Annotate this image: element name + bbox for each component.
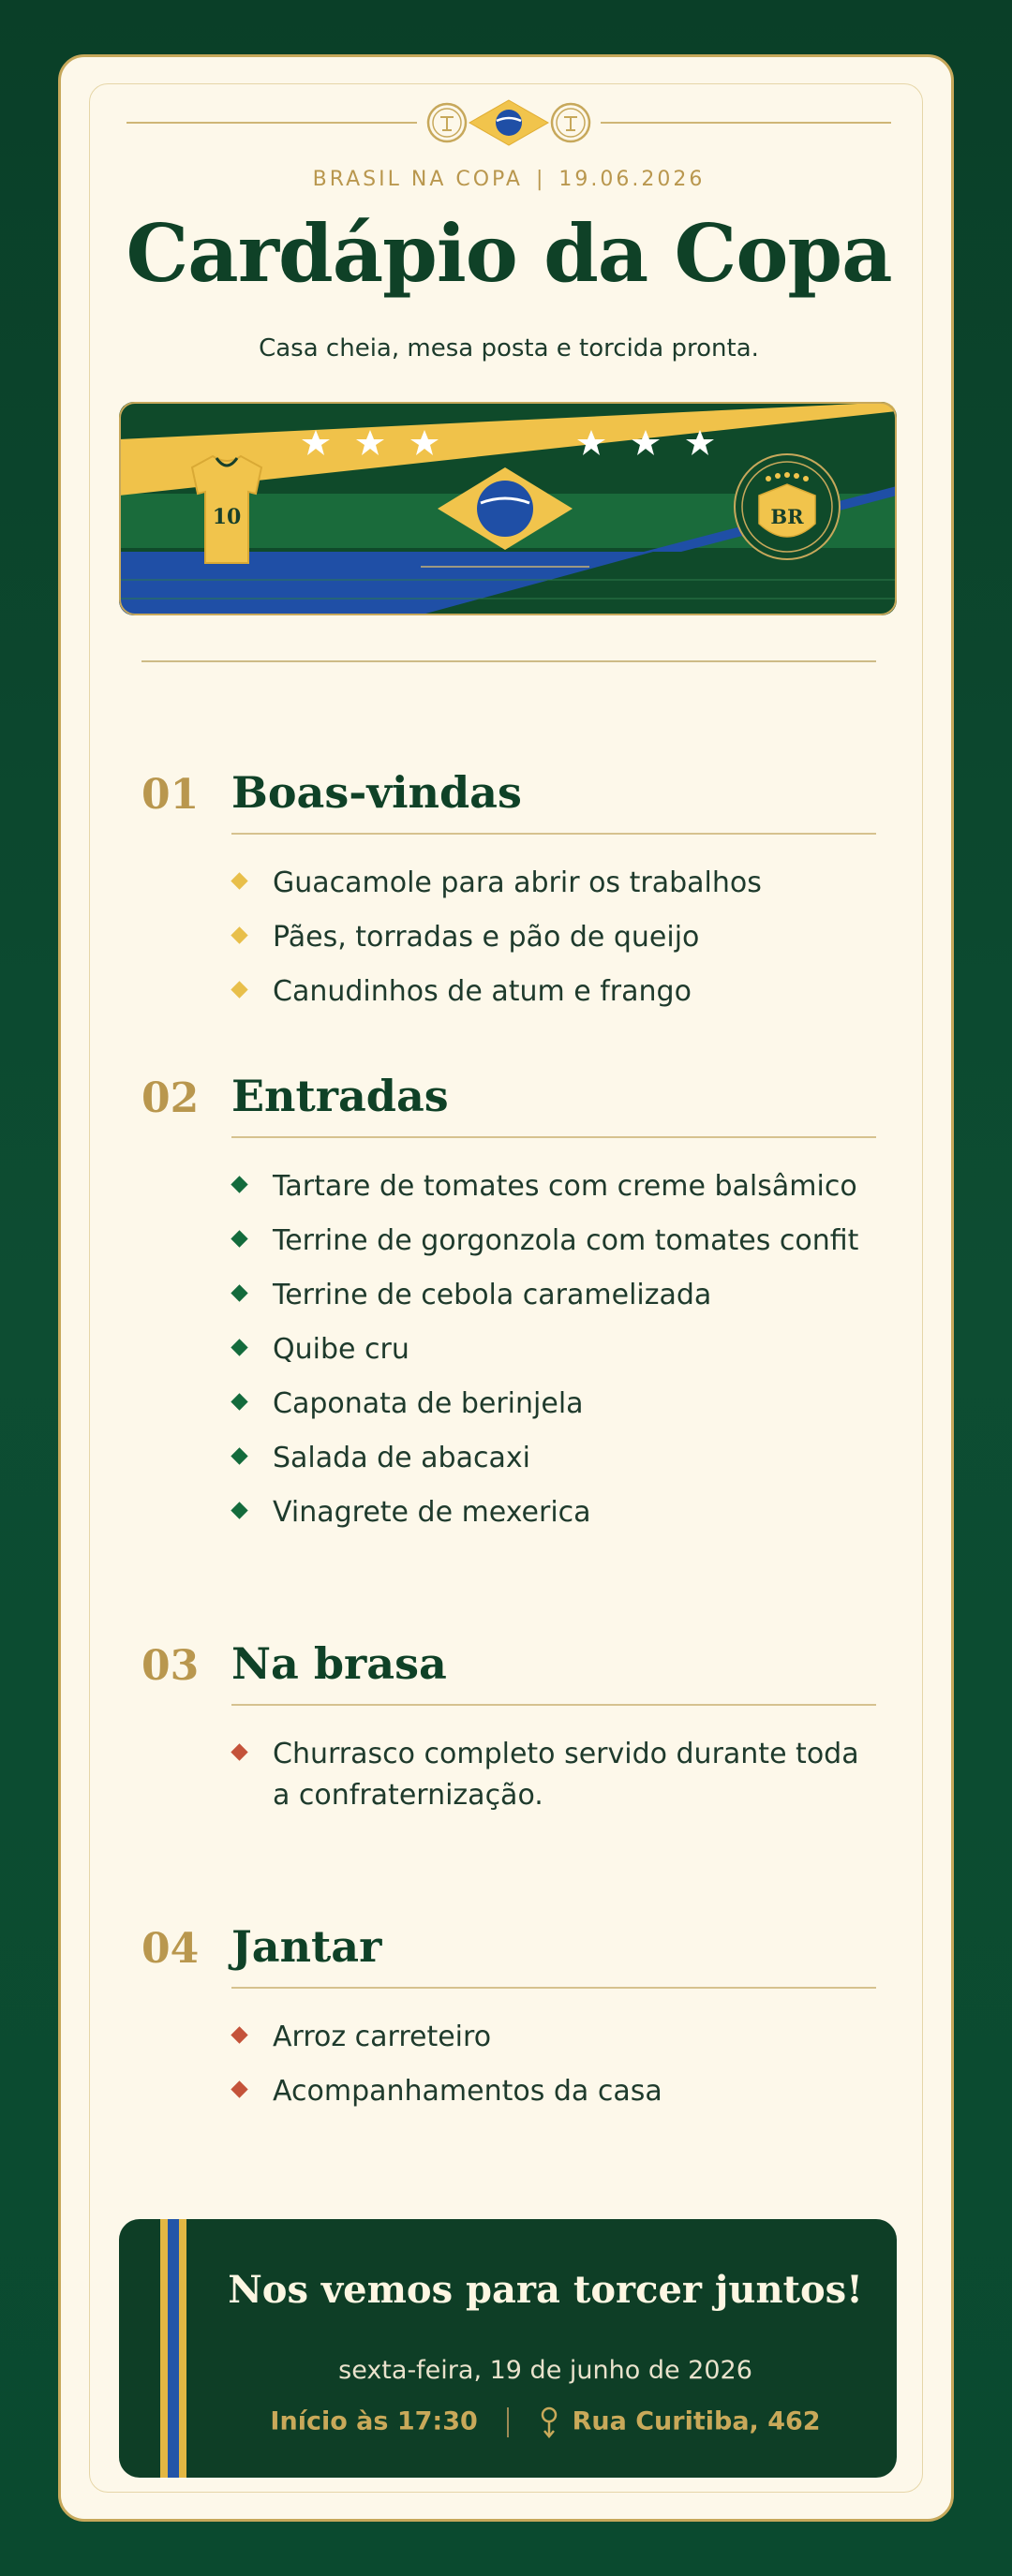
page-subtitle: Casa cheia, mesa posta e torcida pronta. xyxy=(259,334,759,363)
diamond-bullet-icon xyxy=(231,1447,247,1464)
ornament-line-right xyxy=(601,122,891,124)
item-text: Canudinhos de atum e frango xyxy=(273,975,692,1008)
item-text: Guacamole para abrir os trabalhos xyxy=(273,866,762,899)
list-item xyxy=(231,971,876,1013)
section-item-list xyxy=(231,2017,876,2125)
diamond-bullet-icon xyxy=(231,1284,247,1301)
list-item xyxy=(231,1329,876,1370)
section-number: 04 xyxy=(141,1925,200,1973)
diamond-bullet-icon xyxy=(231,1230,247,1247)
top-ornament xyxy=(61,96,957,156)
section-rule xyxy=(231,1136,876,1138)
list-item xyxy=(231,917,876,958)
item-text: Pães, torradas e pão de queijo xyxy=(273,921,700,954)
list-item xyxy=(231,1438,876,1479)
diamond-bullet-icon xyxy=(231,926,247,943)
list-item xyxy=(231,863,876,904)
section-rule xyxy=(231,833,876,835)
item-text: Salada de abacaxi xyxy=(273,1442,530,1474)
list-item xyxy=(231,1384,876,1425)
header-divider xyxy=(141,660,876,662)
section-rule xyxy=(231,1704,876,1706)
diamond-bullet-icon xyxy=(231,2026,247,2043)
list-item xyxy=(231,2017,876,2058)
footer-title: Nos vemos para torcer juntos! xyxy=(228,2268,863,2312)
address: Rua Curitiba, 462 xyxy=(572,2406,821,2436)
footer-stripe xyxy=(160,2219,186,2478)
kicker-date: 19.06.2026 xyxy=(558,168,706,191)
diamond-bullet-icon xyxy=(231,1502,247,1518)
section-item-list xyxy=(231,1166,876,1547)
diamond-bullet-icon xyxy=(231,1743,247,1760)
item-text: Arroz carreteiro xyxy=(273,2021,492,2053)
list-item xyxy=(231,1492,876,1533)
item-text: Caponata de berinjela xyxy=(273,1387,584,1420)
location-pin-icon xyxy=(539,2406,559,2438)
list-item xyxy=(231,1166,876,1207)
footer-date: sexta-feira, 19 de junho de 2026 xyxy=(338,2356,752,2385)
jersey-number: 10 xyxy=(212,505,242,529)
page-title: Cardápio da Copa xyxy=(126,207,892,300)
section-number: 03 xyxy=(141,1642,200,1690)
ornament-line-left xyxy=(126,122,417,124)
item-text: Terrine de gorgonzola com tomates confit xyxy=(273,1224,859,1257)
kicker-separator: | xyxy=(535,168,546,191)
item-text: Churrasco completo servido durante toda a confraternização. xyxy=(273,1738,859,1812)
list-item xyxy=(231,2071,876,2112)
diamond-bullet-icon xyxy=(231,872,247,889)
diamond-bullet-icon xyxy=(231,981,247,998)
brazil-banner xyxy=(119,402,897,615)
diamond-bullet-icon xyxy=(231,1393,247,1410)
section-rule xyxy=(231,1987,876,1989)
footer-meta xyxy=(156,2406,897,2438)
section-item-list xyxy=(231,1734,876,1829)
section-title: Entradas xyxy=(231,1071,449,1121)
section-number: 01 xyxy=(141,771,200,819)
list-item xyxy=(231,1275,876,1316)
badge-text: BR xyxy=(770,505,804,528)
section-title: Jantar xyxy=(231,1921,382,1972)
menu-card xyxy=(58,54,954,2522)
item-text: Vinagrete de mexerica xyxy=(273,1496,591,1529)
list-item xyxy=(231,1734,876,1816)
kicker-label: BRASIL NA COPA xyxy=(312,168,523,191)
section-title: Boas-vindas xyxy=(231,767,522,818)
item-text: Acompanhamentos da casa xyxy=(273,2075,662,2108)
meta-separator xyxy=(507,2407,509,2437)
diamond-bullet-icon xyxy=(231,1339,247,1355)
item-text: Tartare de tomates com creme balsâmico xyxy=(273,1170,857,1203)
section-item-list xyxy=(231,863,876,1026)
item-text: Quibe cru xyxy=(273,1333,409,1366)
event-kicker xyxy=(61,168,957,191)
footer-invitation xyxy=(119,2219,897,2478)
item-text: Terrine de cebola caramelizada xyxy=(273,1279,712,1311)
list-item xyxy=(231,1221,876,1262)
ornament-emblem-icon xyxy=(415,93,603,153)
diamond-bullet-icon xyxy=(231,2080,247,2097)
diamond-bullet-icon xyxy=(231,1176,247,1192)
section-title: Na brasa xyxy=(231,1638,447,1689)
section-number: 02 xyxy=(141,1074,200,1122)
start-time: Início às 17:30 xyxy=(270,2406,478,2436)
